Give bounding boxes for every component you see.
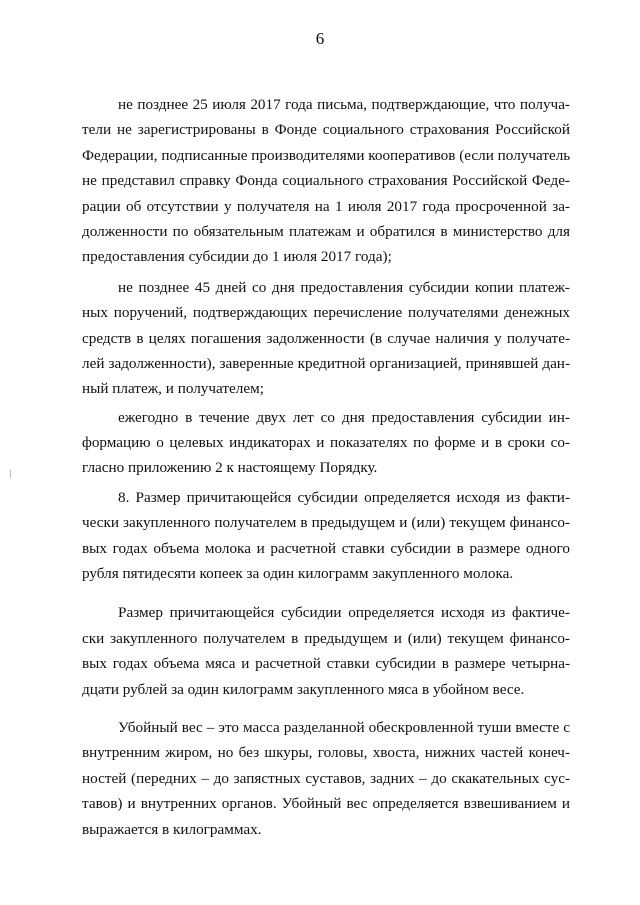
text-line: вых годах объема молока и расчетной ставки субсидии в размере одного [82, 539, 570, 557]
text-line: не позднее 45 дней со дня предоставления субсидии копии платеж- [118, 278, 570, 296]
text-line: не позднее 25 июля 2017 года письма, подтверждающие, что получа- [118, 96, 570, 113]
paragraph-milk-subsidy [82, 485, 570, 587]
paragraph-payment-orders [82, 275, 570, 402]
text-line: не представил справку Фонда социального страхования Российской Феде- [82, 172, 570, 190]
text-line: гласно приложению 2 к настоящему Порядку. [82, 459, 378, 477]
text-line: Федерации, подписанные производителями кооперативов (если получатель [82, 146, 571, 164]
text-line: ностей (передних – до запястных суставов, задних – до скакательных сус- [82, 769, 570, 787]
text-line: тавов) и внутренних органов. Убойный вес определяется взвешиванием и [82, 795, 570, 813]
paragraph-letters-deadline [82, 92, 570, 270]
text-line: Убойный вес – это масса разделанной обескровленной туши вместе с [118, 718, 570, 736]
text-line: средств в целях погашения задолженности (в случае наличия у получате- [82, 329, 570, 347]
text-line: ежегодно в течение двух лет со дня предоставления субсидии ин- [118, 408, 570, 426]
paragraph-annual-info [82, 405, 570, 481]
scan-margin-mark [10, 470, 11, 478]
text-line: 8. Размер причитающейся субсидии определяется исходя из факти- [118, 488, 570, 506]
paragraph-meat-subsidy [82, 600, 570, 702]
text-line: предоставления субсидии до 1 июля 2017 года); [82, 248, 392, 266]
document-body [82, 92, 570, 842]
text-line: чески закупленного получателем в предыдущем и (или) текущем финансо- [82, 514, 570, 532]
text-line: лей задолженности), заверенные кредитной организацией, принявшей дан- [82, 354, 570, 372]
text-line: ных поручений, подтверждающих перечисление получателями денежных [82, 304, 570, 322]
text-line: ный платеж, и получателем; [82, 380, 264, 398]
page-number: 6 [315, 29, 325, 48]
text-line: выражается в килограммах. [82, 820, 262, 838]
text-line: тели не зарегистрированы в Фонде социального страхования Российской [82, 121, 570, 139]
text-line: долженности по обязательным платежам и обратился в министерство для [82, 222, 570, 240]
text-line: ски закупленного получателем в предыдущем и (или) текущем финансо- [82, 629, 570, 647]
text-line: Размер причитающейся субсидии определяется исходя из фактиче- [118, 604, 570, 622]
text-line: формацию о целевых индикаторах и показателях по форме и в сроки со- [82, 434, 570, 452]
text-line: рубля пятидесяти копеек за один килограмм закупленного молока. [82, 565, 514, 583]
text-line: вых годах объема мяса и расчетной ставки субсидии в размере четырна- [82, 655, 570, 673]
paragraph-slaughter-weight [82, 715, 570, 842]
text-line: внутренним жиром, но без шкуры, головы, хвоста, нижних частей конеч- [82, 744, 570, 762]
text-line: рации об отсутствии у получателя на 1 июля 2017 года просроченной за- [82, 197, 570, 215]
text-line: дцати рублей за один килограмм закупленного мяса в убойном весе. [82, 680, 525, 698]
